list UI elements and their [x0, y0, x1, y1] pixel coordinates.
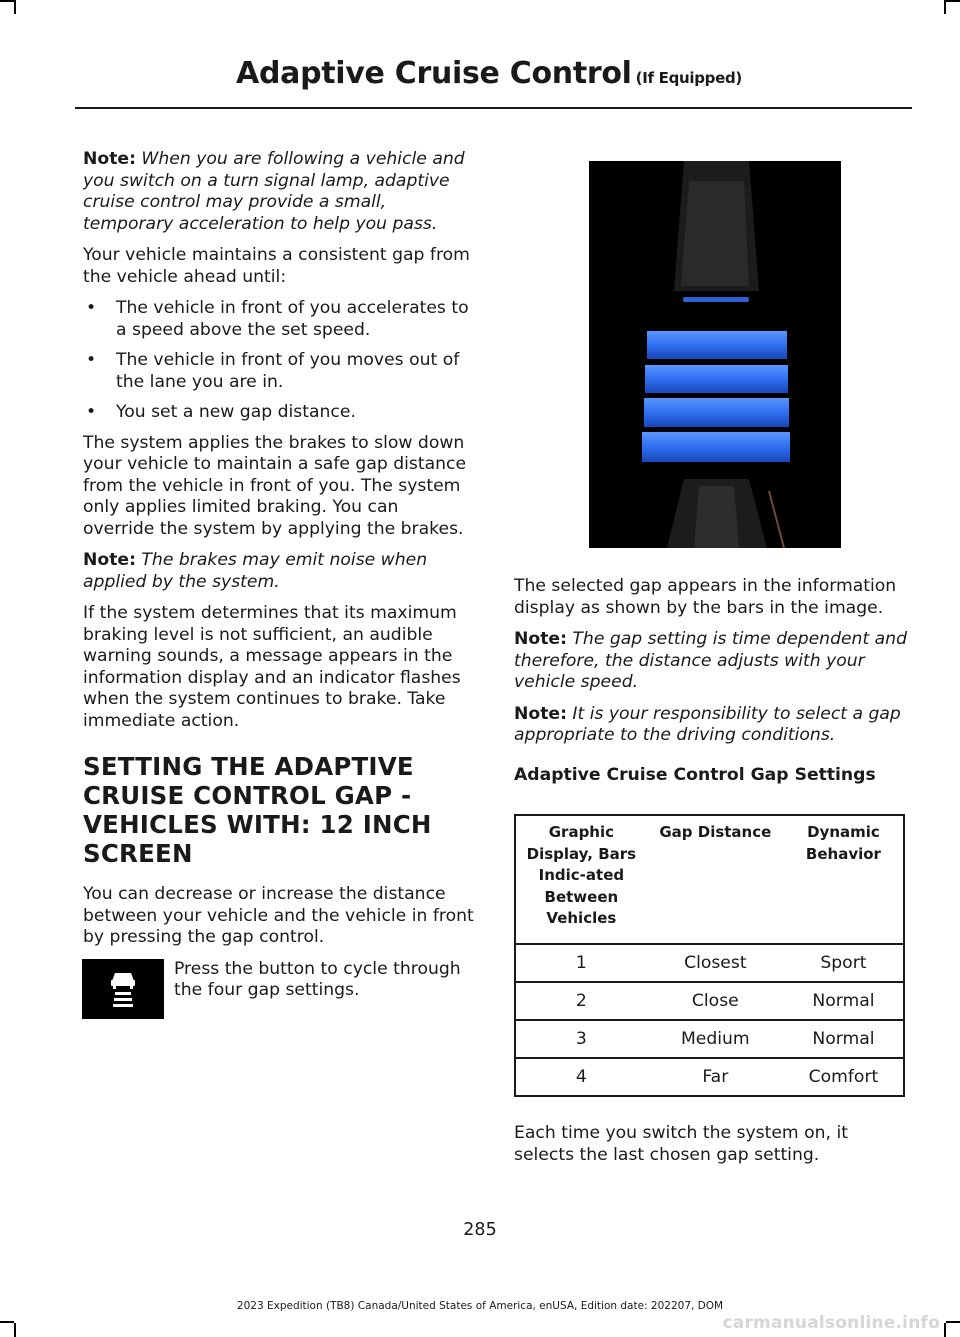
gap-control-text: Press the button to cycle through the four gap settings. — [174, 958, 461, 1000]
column-header-graphic-display: Graphic Display, Bars Indic-ated Between Vehicles — [515, 815, 647, 944]
gap-distance-icon — [82, 959, 164, 1019]
table-title-paragraph — [514, 765, 912, 787]
note-text: It is your responsibility to select a gap appropriate to the driving conditions. — [514, 703, 901, 745]
body-paragraph: The selected gap appears in the information display as shown by the bars in the image. — [514, 576, 897, 618]
table-row — [515, 944, 904, 982]
table-cell: Normal — [783, 1020, 904, 1058]
note-text: The gap setting is time dependent and therefore, the distance adjusts with your vehicle speed. — [514, 629, 907, 692]
gap-bar-1 — [647, 331, 787, 359]
gap-settings-table — [514, 814, 905, 1097]
page-footer: 2023 Expedition (TB8) Canada/United States of America, enUSA, Edition date: 202207, DOM — [236, 1300, 724, 1312]
body-paragraph: If the system determines that its maximum braking level is not sufficient, an audible warning sounds, a message appears in the information display and an indicator flashes when the system continues to brake. Take immediate action. — [83, 603, 461, 731]
crop-mark — [944, 1323, 946, 1337]
crop-mark — [946, 0, 960, 2]
left-column — [83, 149, 475, 1019]
lead-vehicle-light — [683, 297, 749, 302]
table-cell: Far — [647, 1058, 783, 1096]
body-paragraph: Your vehicle maintains a consistent gap from the vehicle ahead until: — [83, 245, 470, 287]
information-display-image — [589, 161, 841, 548]
right-column — [514, 576, 912, 796]
note-label: Note: — [83, 149, 136, 169]
table-cell: Normal — [783, 982, 904, 1020]
watermark: carmanualsonline.info — [722, 1313, 940, 1333]
note-text: The brakes may emit noise when applied by the system. — [83, 550, 428, 592]
section-heading: SETTING THE ADAPTIVE CRUISE CONTROL GAP - VEHICLES WITH: 12 INCH SCREEN — [83, 752, 432, 868]
table-cell: 1 — [515, 944, 647, 982]
crop-mark — [944, 0, 946, 14]
gap-bars-illustration — [589, 161, 841, 548]
crop-mark — [946, 1321, 960, 1323]
gap-bar-4 — [642, 432, 790, 462]
page-title-main: Adaptive Cruise Control — [236, 56, 632, 91]
note-paragraph — [83, 149, 475, 235]
right-column-footer-text — [514, 1123, 912, 1176]
column-header-dynamic-behavior: Dynamic Behavior — [783, 815, 904, 944]
table-cell: 2 — [515, 982, 647, 1020]
note-label: Note: — [514, 629, 567, 649]
page-title-qualifier: (If Equipped) — [635, 69, 742, 87]
list-item: • The vehicle in front of you moves out of the lane you are in. — [83, 350, 475, 393]
table-cell: Closest — [647, 944, 783, 982]
gap-bar-3 — [644, 398, 789, 427]
note-paragraph — [83, 550, 475, 593]
table-row — [515, 1058, 904, 1096]
page-title — [236, 56, 742, 91]
table-cell: Medium — [647, 1020, 783, 1058]
note-label: Note: — [83, 550, 136, 570]
note-label: Note: — [514, 703, 567, 724]
gap-distance-icon-graphic — [82, 959, 164, 1019]
table-row — [515, 1020, 904, 1058]
body-paragraph: The system applies the brakes to slow down your vehicle to maintain a safe gap distance from the vehicle in front of you. The system only applies limited braking. You can override the system by applying the brakes. — [83, 432, 467, 539]
gap-control-row — [83, 959, 475, 1019]
page-number: 285 — [463, 1220, 497, 1240]
table-cell: Close — [647, 982, 783, 1020]
table-row — [515, 982, 904, 1020]
body-paragraph: Each time you switch the system on, it selects the last chosen gap setting. — [514, 1123, 848, 1165]
crop-mark — [0, 1321, 14, 1323]
table-cell: Comfort — [783, 1058, 904, 1096]
crop-mark — [14, 0, 16, 14]
table-header-row — [515, 815, 904, 944]
crop-mark — [0, 0, 14, 2]
table-cell: Sport — [783, 944, 904, 982]
note-paragraph — [514, 704, 912, 747]
gap-bar-2 — [645, 365, 788, 393]
note-paragraph — [514, 629, 912, 694]
list-item: • You set a new gap distance. — [83, 402, 475, 424]
table-title: Adaptive Cruise Control Gap Settings — [514, 764, 876, 785]
list-item: • The vehicle in front of you accelerates to a speed above the set speed. — [83, 298, 475, 341]
body-paragraph: You can decrease or increase the distance between your vehicle and the vehicle in front by pressing the gap control. — [83, 884, 474, 947]
header-rule — [75, 107, 912, 109]
table-cell: 4 — [515, 1058, 647, 1096]
table-cell: 3 — [515, 1020, 647, 1058]
column-header-gap-distance: Gap Distance — [647, 815, 783, 944]
note-text: When you are following a vehicle and you switch on a turn signal lamp, adaptive cruise control may provide a small, temporary acceleration to help you pass. — [83, 149, 465, 234]
bullet-list — [83, 298, 475, 424]
crop-mark — [14, 1323, 16, 1337]
